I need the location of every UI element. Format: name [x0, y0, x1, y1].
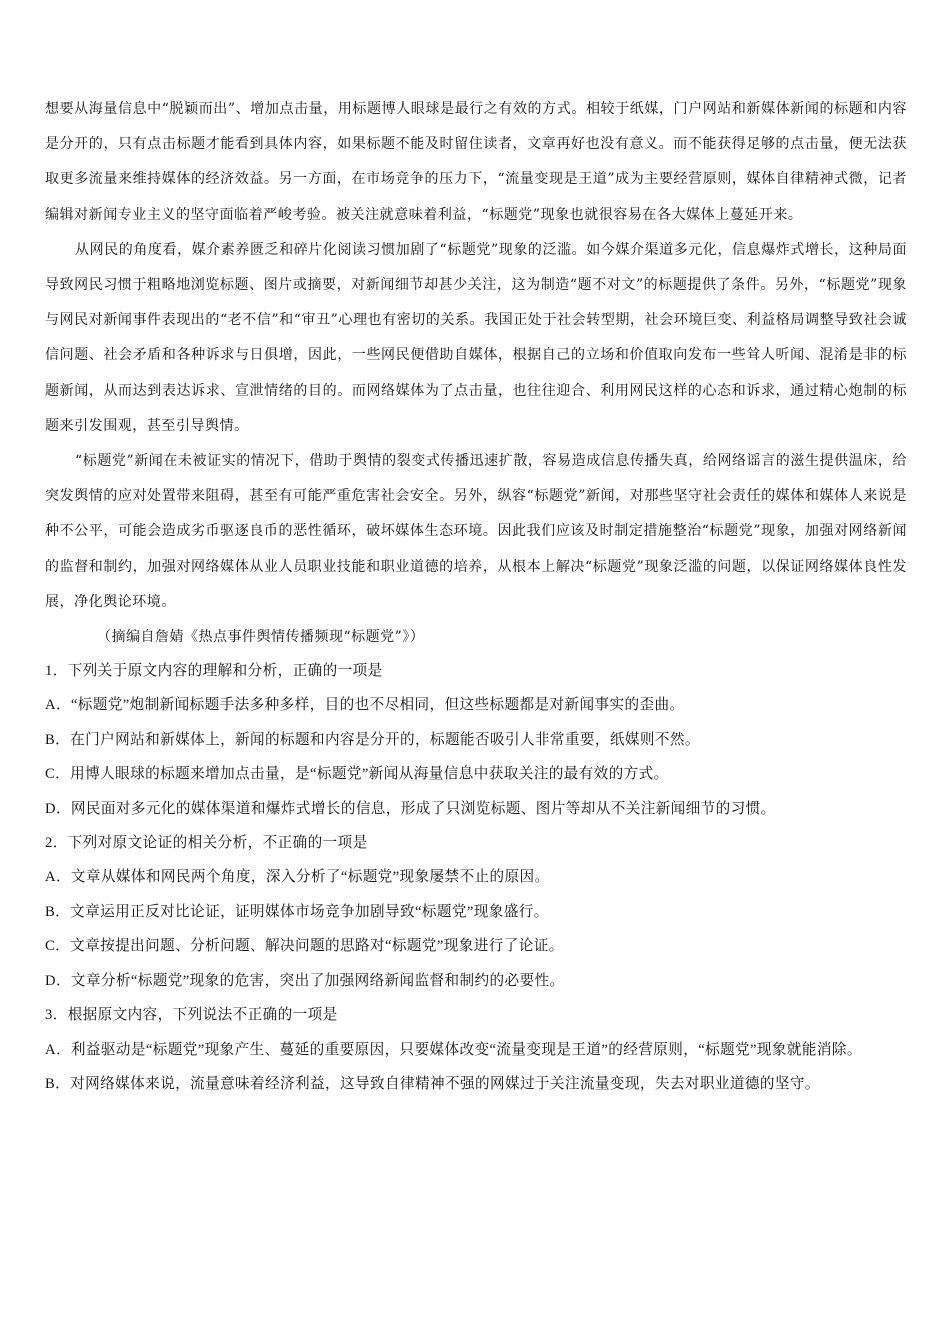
question-2-option-a: A．文章从媒体和网民两个角度，深入分析了“标题党”现象屡禁不止的原因。 [45, 869, 550, 886]
article-paragraph-2: 从网民的角度看，媒介素养匮乏和碎片化阅读习惯加剧了“标题党”现象的泛滥。如今媒介渠道多元化，信息爆炸式增长，这种局面导致网民习惯于粗略地浏览标题、图片或摘要，对新闻细节却甚少关注，这为制造“题不对文”的标题提供了条件。另外，“标题党”现象与网民对新闻事件表现出的“老不信”和“审丑”心理也有密切的关系。我国正处于社会转型期，社会环境巨变、利益格局调整导致社会诚信问题、社会矛盾和各种诉求与日俱增，因此，一些网民便借助自媒体，根据自己的立场和价值取向发布一些耸人听闻、混淆是非的标题新闻，从而达到表达诉求、宣泄情绪的目的。而网络媒体为了点击量，也往往迎合、利用网民这样的心态和诉求，通过精心炮制的标题来引发围观，甚至引导舆情。 [45, 241, 907, 434]
question-1-option-d: D．网民面对多元化的媒体渠道和爆炸式增长的信息，形成了只浏览标题、图片等却从不关注新闻细节的习惯。 [45, 800, 776, 817]
article-paragraph-1: 想要从海量信息中“脱颖而出”、增加点击量，用标题博人眼球是最行之有效的方式。相较于纸媒，门户网站和新媒体新闻的标题和内容是分开的，只有点击标题才能看到具体内容，如果标题不能及时留住读者，文章再好也没有意义。而不能获得足够的点击量，便无法获取更多流量来维持媒体的经济效益。另一方面，在市场竞争的压力下，“流量变现是王道”成为主要经营原则，媒体自律精神式微，记者编辑对新闻专业主义的坚守面临着严峻考验。被关注就意味着利益，“标题党”现象也就很容易在各大媒体上蔓延开来。 [45, 101, 907, 223]
question-1-option-c: C．用博人眼球的标题来增加点击量，是“标题党”新闻从海量信息中获取关注的最有效的方式。 [45, 766, 669, 783]
question-1 [45, 654, 907, 826]
question-2-option-b: B．文章运用正反对比论证，证明媒体市场竞争加剧导致“标题党”现象盛行。 [45, 903, 549, 920]
question-2 [45, 826, 907, 998]
article-paragraph-3: “标题党”新闻在未被证实的情况下，借助于舆情的裂变式传播迅速扩散，容易造成信息传播失真，给网络谣言的滋生提供温床，给突发舆情的应对处置带来阻碍，甚至有可能严重危害社会安全。另外，纵容“标题党”新闻，对那些坚守社会责任的媒体和媒体人来说是种不公平，可能会造成劣币驱逐良币的恶性循环，破坏媒体生态环境。因此我们应该及时制定措施整治“标题党”现象，加强对网络新闻的监督和制约，加强对网络媒体从业人员职业技能和职业道德的培养，从根本上解决“标题党”现象泛滥的问题，以保证网络媒体良性发展，净化舆论环境。 [45, 453, 907, 610]
question-1-option-b: B．在门户网站和新媒体上，新闻的标题和内容是分开的，标题能否吸引人非常重要，纸媒则不然。 [45, 731, 700, 748]
question-3-option-b: B．对网络媒体来说，流量意味着经济利益，这导致自律精神不强的网媒过于关注流量变现，失去对职业道德的坚守。 [45, 1075, 820, 1092]
question-2-stem: 2．下列对原文论证的相关分析，不正确的一项是 [45, 835, 368, 852]
question-3 [45, 998, 907, 1101]
question-2-option-d: D．文章分析“标题党”现象的危害，突出了加强网络新闻监督和制约的必要性。 [45, 972, 565, 989]
question-2-option-c: C．文章按提出问题、分析问题、解决问题的思路对“标题党”现象进行了论证。 [45, 938, 564, 955]
question-3-stem: 3．根据原文内容，下列说法不正确的一项是 [45, 1007, 338, 1024]
question-1-stem: 1．下列关于原文内容的理解和分析，正确的一项是 [45, 663, 383, 680]
article-source: （摘编自詹婧《热点事件舆情传播频现“标题党”》） [97, 629, 425, 646]
question-1-option-a: A．“标题党”炮制新闻标题手法多种多样，目的也不尽相同，但这些标题都是对新闻事实的歪曲。 [45, 697, 685, 714]
document-page [45, 92, 907, 1101]
question-3-option-a: A．利益驱动是“标题党”现象产生、蔓延的重要原因，只要媒体改变“流量变现是王道”的经营原则，“标题党”现象就能消除。 [45, 1041, 862, 1058]
